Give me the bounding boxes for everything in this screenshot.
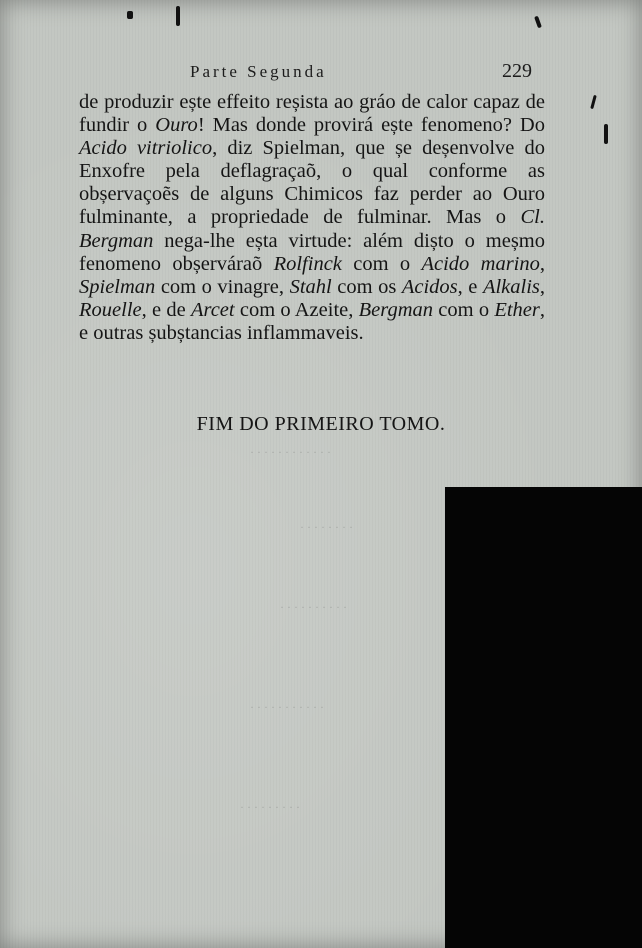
text-run: com o Azeite,: [234, 298, 359, 321]
bleed-through: · · · · · · · ·: [300, 520, 353, 534]
text-run: de produzir ește effeito reșista ao gráo de calor capaz de fundir o: [79, 91, 545, 137]
bleed-through: · · · · · · · · ·: [240, 800, 300, 814]
page-header: [150, 60, 540, 88]
italic-term: Acido marino: [421, 252, 540, 275]
bleed-through: · · · · · · · · · ·: [280, 600, 347, 614]
text-run: com o: [433, 298, 495, 321]
end-of-volume: FIM DO PRIMEIRO TOMO.: [196, 413, 446, 435]
page-number: 229: [502, 60, 532, 82]
italic-term: Ether: [494, 298, 540, 321]
italic-term: Rolfinck: [273, 252, 342, 275]
text-run: ,: [539, 252, 545, 275]
text-run: , diz Spielman, que șe deșenvolve do Enxofre pela deflagraçaõ, o qual conforme as obșervaçoẽs de alguns Chimicos faz perder ao Ouro fulminante, a propriedade de fulminar. Mas o: [79, 137, 545, 229]
italic-term: Bergman: [358, 298, 434, 321]
ink-mark: [176, 6, 180, 26]
italic-term: Acido vitriolico: [79, 137, 213, 160]
dark-background-corner: [445, 487, 642, 948]
paragraph-text: [79, 91, 545, 345]
text-run: ,: [539, 275, 545, 298]
italic-term: Arcet: [190, 298, 235, 321]
running-title: Parte Segunda: [190, 62, 327, 81]
ink-mark: [127, 11, 133, 19]
text-run: ! Mas donde provirá ește fenomeno? Do: [197, 114, 545, 137]
ink-mark: [590, 95, 597, 109]
body-paragraph: [79, 91, 545, 345]
italic-term: Ouro: [155, 114, 198, 137]
text-run: com o: [341, 252, 422, 275]
italic-term: Acidos: [401, 275, 458, 298]
text-run: com os: [331, 275, 402, 298]
bleed-through: · · · · · · · · · · ·: [250, 700, 324, 714]
ink-mark: [534, 16, 542, 29]
bleed-through: · · · · · · · · · · · ·: [250, 445, 331, 459]
italic-term: Spielman: [79, 275, 156, 298]
text-run: nega-lhe eșta virtude: além dișto o meșmo fenomeno obșerváraõ: [79, 229, 545, 275]
ink-mark: [604, 124, 608, 144]
italic-term: Stahl: [289, 275, 332, 298]
text-run: com o vinagre,: [155, 275, 290, 298]
text-run: , e de: [141, 298, 191, 321]
text-run: , e outras șubștancias inflammaveis.: [79, 298, 545, 344]
italic-term: Alkalis: [482, 275, 540, 298]
italic-term: Cl. Bergman: [79, 206, 545, 252]
text-run: , e: [457, 275, 483, 298]
italic-term: Rouelle: [79, 298, 142, 321]
